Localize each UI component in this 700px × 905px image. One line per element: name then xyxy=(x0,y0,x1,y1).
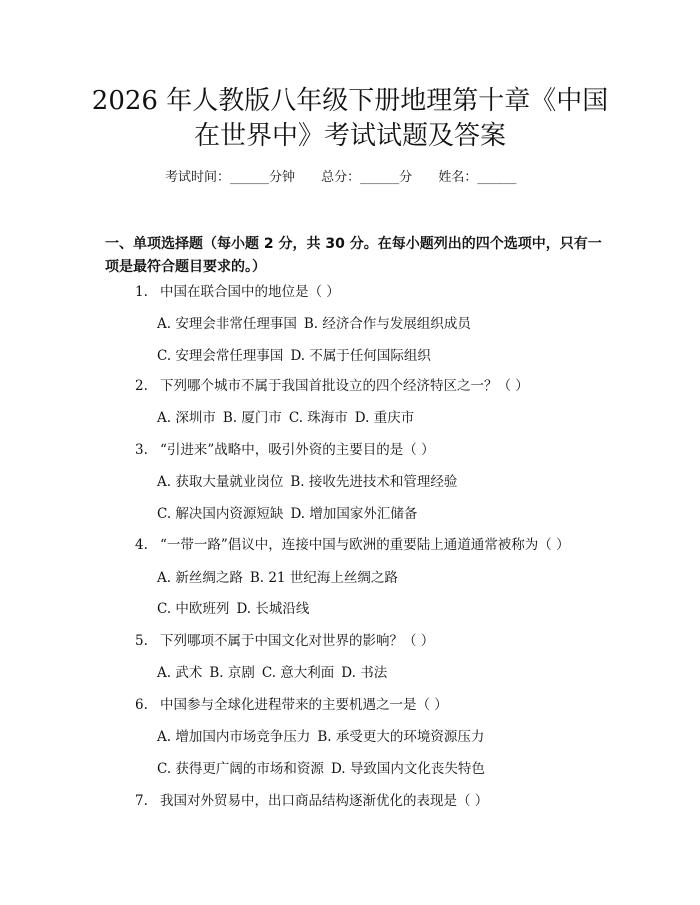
option-b: B. 接收先进技术和管理经验 xyxy=(290,474,458,490)
question-4 xyxy=(135,537,570,553)
question-number: 5. xyxy=(135,633,148,649)
option-a: A. 深圳市 xyxy=(157,410,216,426)
section-heading: 一、单项选择题（每小题 2 分，共 30 分。在每小题列出的四个选项中，只有一项是最符合题目要求的。） xyxy=(105,236,602,276)
option-a: A. 安理会非常任理事国 xyxy=(157,316,297,332)
question-stem: “一带一路”倡议中，连接中国与欧洲的重要陆上通道通常被称为（ ） xyxy=(160,537,570,553)
question-stem: 下列哪项不属于中国文化对世界的影响？（ ） xyxy=(160,633,435,649)
option-b: B. 经济合作与发展组织成员 xyxy=(303,316,471,332)
exam-time-field: 考试时间：______分钟 xyxy=(165,170,296,185)
question-number: 3. xyxy=(135,442,148,458)
question-1 xyxy=(135,284,340,300)
option-d: D. 重庆市 xyxy=(354,410,415,426)
question-3-options-row-2 xyxy=(157,506,417,522)
question-3 xyxy=(135,442,435,458)
option-c: C. 安理会常任理事国 xyxy=(157,348,284,364)
exam-title-line-2: 在世界中》考试试题及答案 xyxy=(193,121,506,151)
option-c: C. 意大利面 xyxy=(261,665,335,681)
student-name-field: 姓名：______ xyxy=(438,170,517,185)
question-stem: 中国参与全球化进程带来的主要机遇之一是（ ） xyxy=(160,697,448,713)
option-d: D. 不属于任何国际组织 xyxy=(290,348,431,364)
option-a: A. 新丝绸之路 xyxy=(157,570,243,586)
option-c: C. 中欧班列 xyxy=(157,601,230,617)
question-2-options-row-1 xyxy=(157,410,414,426)
question-6 xyxy=(135,697,448,713)
option-b: B. 京剧 xyxy=(209,665,255,681)
question-number: 4. xyxy=(135,537,148,553)
exam-meta xyxy=(165,170,585,186)
question-stem: 我国对外贸易中，出口商品结构逐渐优化的表现是（ ） xyxy=(160,793,489,809)
option-b: B. 厦门市 xyxy=(222,410,282,426)
question-1-options-row-2 xyxy=(157,348,431,364)
question-number: 7. xyxy=(135,793,148,809)
total-score-field: 总分：______分 xyxy=(321,170,413,185)
option-a: A. 武术 xyxy=(157,665,203,681)
option-a: A. 获取大量就业岗位 xyxy=(157,474,284,490)
question-number: 6. xyxy=(135,697,148,713)
option-d: D. 增加国家外汇储备 xyxy=(290,506,418,522)
option-d: D. 导致国内文化丧失特色 xyxy=(330,761,485,777)
option-d: D. 长城沿线 xyxy=(236,601,310,617)
question-1-options-row-1 xyxy=(157,316,471,332)
option-c: C. 获得更广阔的市场和资源 xyxy=(157,761,324,777)
question-2 xyxy=(135,378,529,394)
question-4-options-row-2 xyxy=(157,601,309,617)
option-c: C. 珠海市 xyxy=(288,410,348,426)
option-d: D. 书法 xyxy=(341,665,388,681)
option-b: B. 承受更大的环境资源压力 xyxy=(317,729,485,745)
question-5-options-row-1 xyxy=(157,665,387,681)
question-7 xyxy=(135,793,488,809)
question-number: 2. xyxy=(135,378,148,394)
option-a: A. 增加国内市场竞争压力 xyxy=(157,729,311,745)
question-stem: “引进来”战略中，吸引外资的主要目的是（ ） xyxy=(160,442,435,458)
question-4-options-row-1 xyxy=(157,570,398,586)
question-stem: 中国在联合国中的地位是（ ） xyxy=(160,284,340,300)
question-number: 1. xyxy=(135,284,148,300)
exam-title-line-1: 2026 年人教版八年级下册地理第十章《中国 xyxy=(91,86,609,116)
question-3-options-row-1 xyxy=(157,474,457,490)
question-stem: 下列哪个城市不属于我国首批设立的四个经济特区之一？（ ） xyxy=(160,378,529,394)
option-c: C. 解决国内资源短缺 xyxy=(157,506,284,522)
option-b: B. 21 世纪海上丝绸之路 xyxy=(249,570,398,586)
question-6-options-row-2 xyxy=(157,761,485,777)
question-6-options-row-1 xyxy=(157,729,484,745)
question-5 xyxy=(135,633,434,649)
